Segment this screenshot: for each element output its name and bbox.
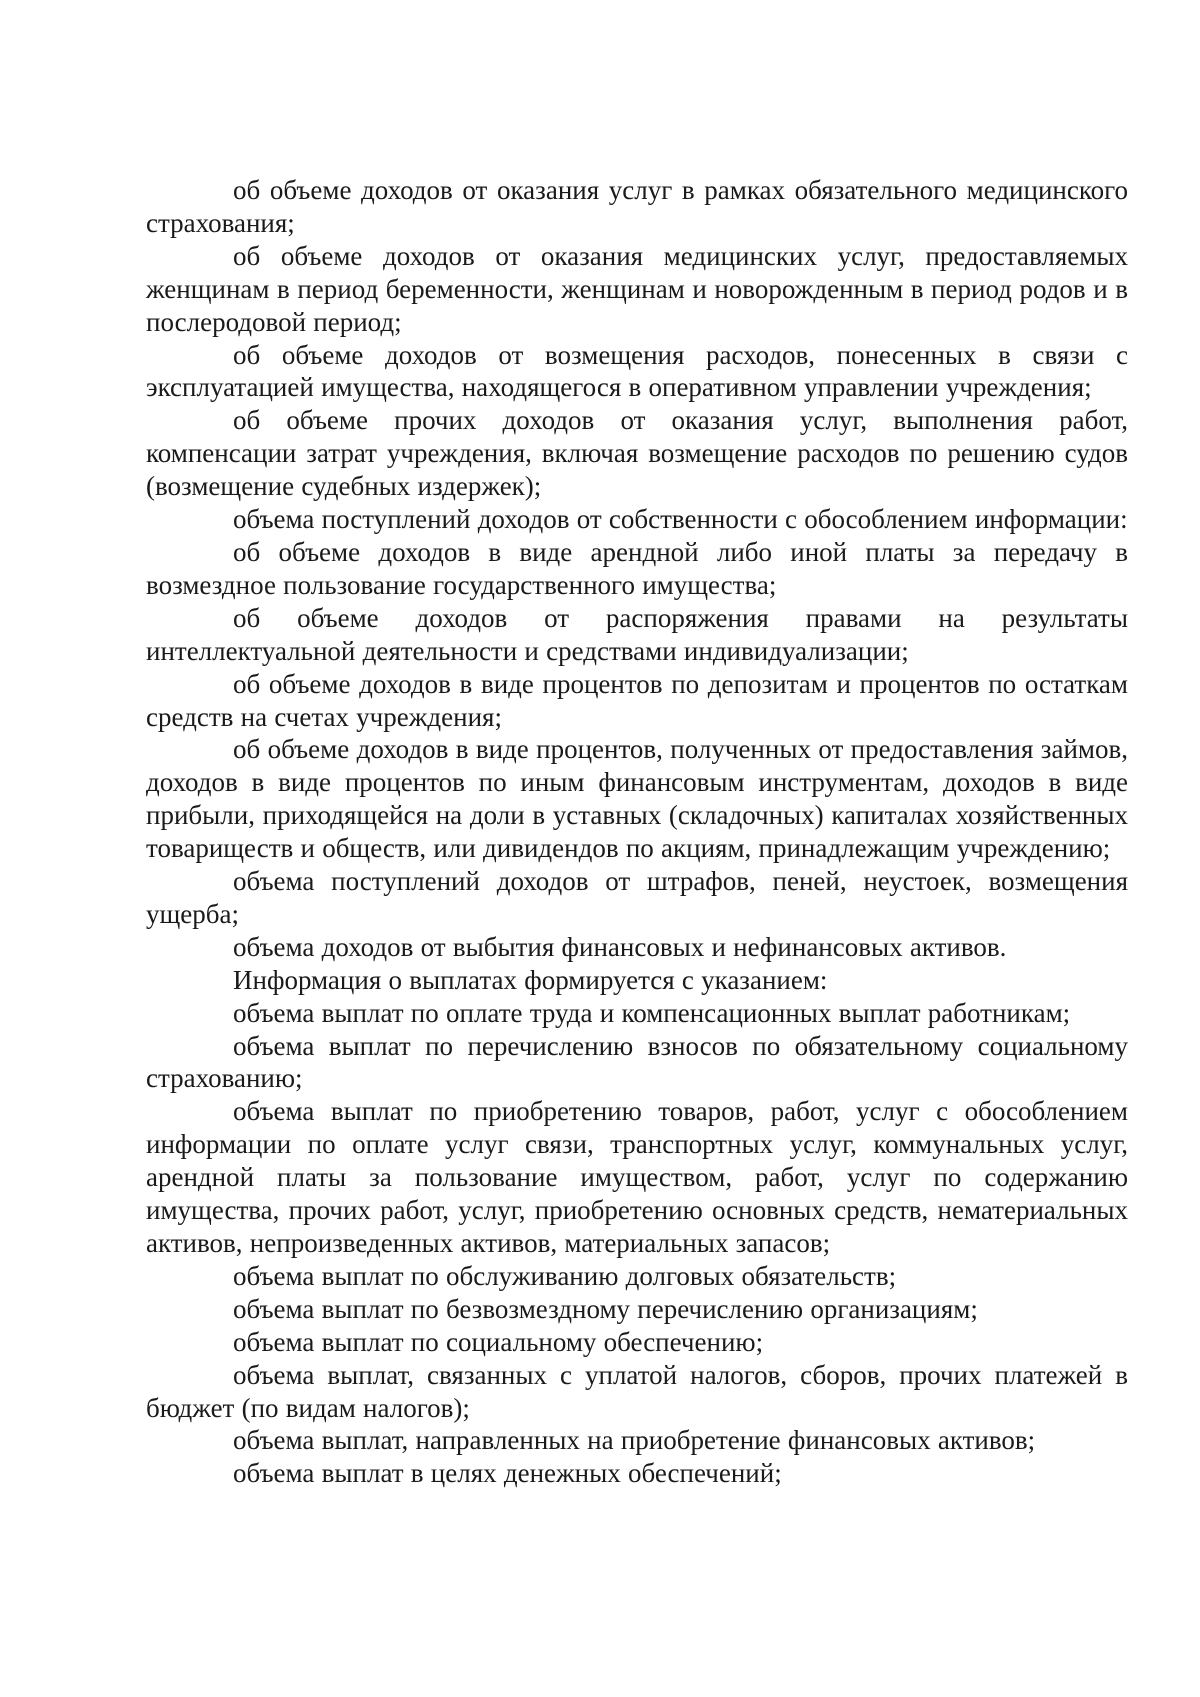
- paragraph: объема поступлений доходов от собственности с обособлением информации:: [233, 504, 1128, 535]
- paragraph: об объеме доходов от распоряжения правами на результаты интеллектуальной деятельности и средствами индивидуализации;: [146, 602, 1128, 666]
- paragraph: объема доходов от выбытия финансовых и нефинансовых активов.: [233, 931, 1007, 962]
- paragraph: об объеме доходов от оказания медицинских услуг, предоставляемых женщинам в период беременности, женщинам и новорожденным в период родов и в послеродовой период;: [146, 240, 1128, 337]
- paragraph: объема выплат по безвозмездному перечислению организациям;: [233, 1293, 978, 1324]
- paragraph: объема выплат, связанных с уплатой налогов, сборов, прочих платежей в бюджет (по видам налогов);: [146, 1359, 1128, 1423]
- paragraph: об объеме доходов в виде процентов по депозитам и процентов по остаткам средств на счетах учреждения;: [146, 668, 1128, 732]
- paragraph: об объеме доходов от оказания услуг в рамках обязательного медицинского страхования;: [146, 175, 1128, 238]
- paragraph: Информация о выплатах формируется с указанием:: [233, 964, 828, 995]
- paragraph: об объеме доходов в виде арендной либо иной платы за передачу в возмездное пользование государственного имущества;: [146, 536, 1128, 600]
- paragraph: объема выплат по приобретению товаров, работ, услуг с обособлением информации по оплате услуг связи, транспортных услуг, коммунальных услуг, арендной платы за пользование имуществом, работ, услуг по содержанию имущества, прочих работ, услуг, приобретению основных средств, нематериальных активов, непроизведенных активов, материальных запасов;: [146, 1096, 1128, 1258]
- paragraph: объема выплат в целях денежных обеспечений;: [233, 1458, 782, 1489]
- paragraph: объема выплат по перечислению взносов по обязательному социальному страхованию;: [146, 1030, 1128, 1094]
- paragraph: объема выплат по социальному обеспечению;: [233, 1326, 764, 1357]
- paragraph: объема выплат, направленных на приобретение финансовых активов;: [233, 1425, 1036, 1456]
- paragraph: объема выплат по обслуживанию долговых обязательств;: [233, 1260, 897, 1291]
- paragraph: об объеме доходов в виде процентов, полученных от предоставления займов, доходов в виде процентов по иным финансовым инструментам, доходов в виде прибыли, приходящейся на доли в уставных (складочных) капиталах хозяйственных товариществ и обществ, или дивидендов по акциям, принадлежащим учреждению;: [146, 734, 1128, 864]
- document-body: [146, 174, 1128, 1490]
- paragraph: об объеме доходов от возмещения расходов, понесенных в связи с эксплуатацией имущества, находящегося в оперативном управлении учреждения;: [146, 339, 1128, 403]
- paragraph: объема выплат по оплате труда и компенсационных выплат работникам;: [233, 997, 1071, 1028]
- paragraph: об объеме прочих доходов от оказания услуг, выполнения работ, компенсации затрат учреждения, включая возмещение расходов по решению судов (возмещение судебных издержек);: [146, 405, 1128, 502]
- paragraph: объема поступлений доходов от штрафов, пеней, неустоек, возмещения ущерба;: [146, 866, 1128, 929]
